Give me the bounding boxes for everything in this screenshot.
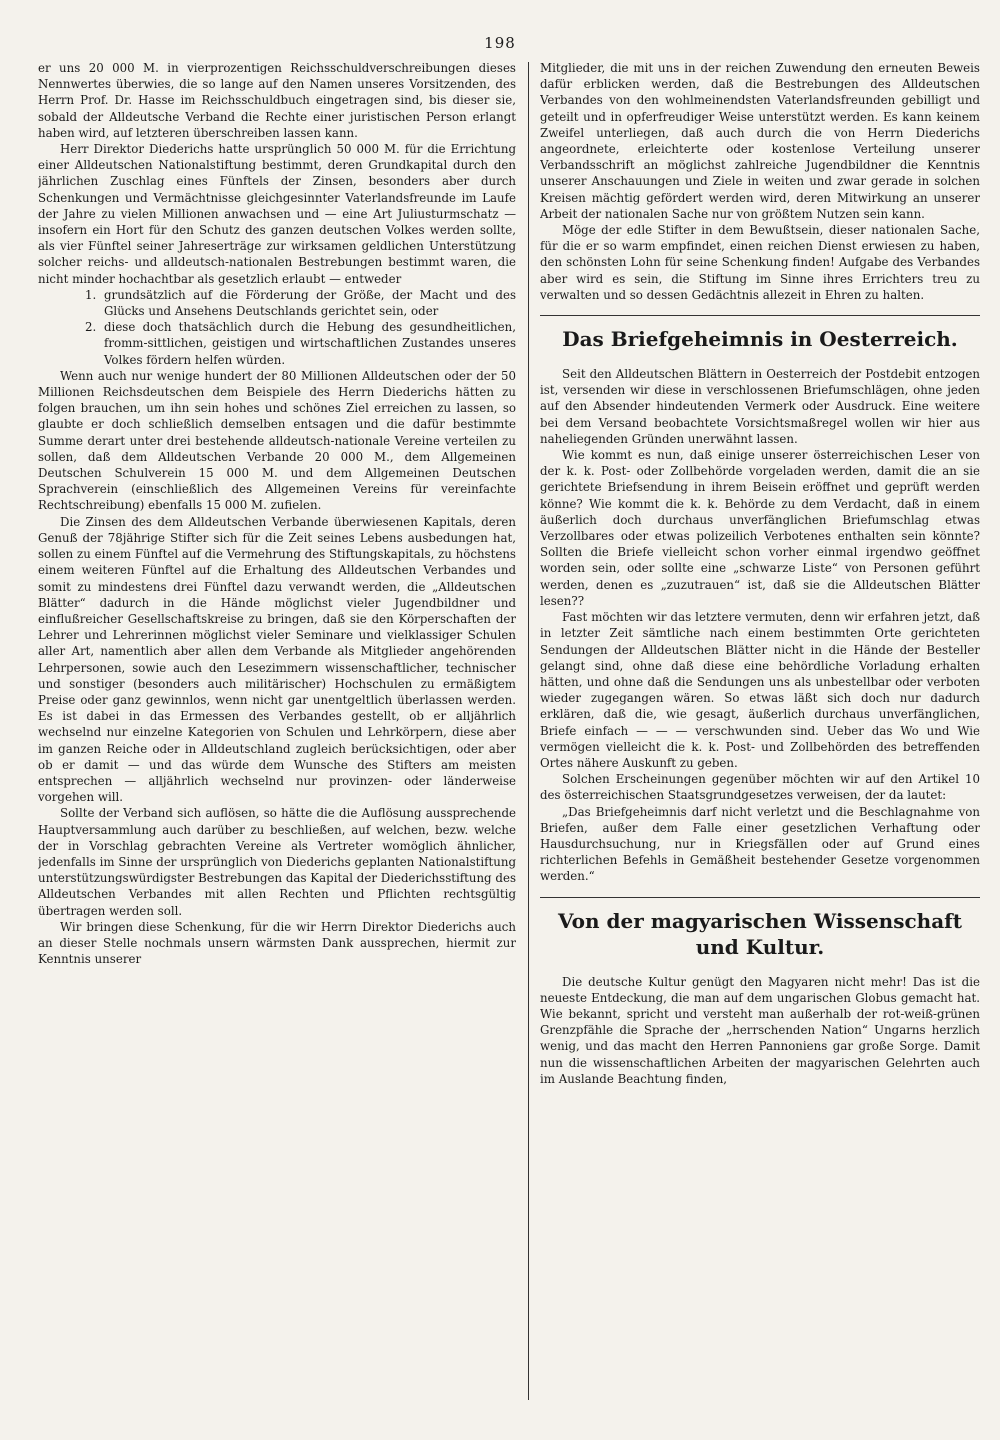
paragraph: Fast möchten wir das letztere vermuten, denn wir erfahren jetzt, daß in letzter Zeit sämtliche nach einem bestimmten Orte gerichteten Sendungen der Alldeutschen Blätter nicht in die Hände der Besteller gelangt sind, ohne daß diese eine behördliche Vorladung erhalten hätten, und ohne daß die Sendungen uns als unbestellbar oder verboten wieder zugegangen wären. So etwas läßt sich doch nur dadurch erklären, daß die, wie gesagt, äußerlich durchaus unverfänglichen, Briefe einfach — — — verschwunden sind. Ueber das Wo und Wie vermögen vielleicht die k. k. Post- und Zollbehörden des betreffenden Ortes nähere Auskunft zu geben.	[540, 610, 980, 770]
paragraph: Mitglieder, die mit uns in der reichen Zuwendung den erneuten Beweis dafür erblicken werden, daß die Bestrebungen des Alldeutschen Verbandes von den wohlmeinendsten Vaterlandsfreunden gebilligt und geteilt und in opferfreudiger Weise unterstützt werden. Es kann keinem Zweifel unterliegen, daß auch durch die von Herrn Diederichs angeordnete, erleichterte oder kostenlose Verteilung unserer Verbandsschrift an möglichst zahlreiche Jugendbildner die Kenntnis unserer Anschauungen und Ziele in weiten und zwar gerade in solchen Kreisen mächtig gefördert werden wird, deren Mitwirkung an unserer Arbeit der nationalen Sache nur von größtem Nutzen sein kann.	[540, 61, 980, 221]
paragraph: Solchen Erscheinungen gegenüber möchten wir auf den Artikel 10 des österreichischen Staatsgrundgesetzes verweisen, der da lautet:	[540, 772, 980, 803]
paragraph: Sollte der Verband sich auflösen, so hätte die die Auflösung aussprechende Hauptversammlung auch darüber zu beschließen, auf welchen, bezw. welche der in Vorschlag gebrachten Vereine als Vertreter womöglich ähnlicher, jedenfalls im Sinne der ursprünglich von Diederichs geplanten Nationalstiftung unterstützungswürdigster Bestrebungen das Kapital der Diederichsstiftung des Alldeutschen Verbandes mit allen Rechten und Pflichten rechtsgültig übertragen werden soll.	[38, 806, 516, 918]
condition-list	[38, 287, 516, 368]
paragraph: Die deutsche Kultur genügt den Magyaren nicht mehr! Das ist die neueste Entdeckung, die man auf dem ungarischen Globus gemacht hat. Wie bekannt, spricht und versteht man außerhalb der rot-weiß-grünen Grenzpfähle die Sprache der „herrschenden Nation“ Ungarns herzlich wenig, und das macht den Herren Pannoniens gar große Sorge. Damit nun die wissenschaftlichen Arbeiten der magyarischen Gelehrten auch im Auslande Beachtung finden,	[540, 974, 980, 1086]
paragraph: Herr Direktor Diederichs hatte ursprünglich 50 000 M. für die Errichtung einer Alldeutschen Nationalstiftung bestimmt, deren Grundkapital durch den jährlichen Zuschlag eines Fünftels der Zinsen, besonders aber durch Schenkungen und Vermächtnisse gleichgesinnter Vaterlandsfreunde im Laufe der Jahre zu vielen Millionen anwachsen und — eine Art Juliusturmschatz — insofern ein Hort für den Schutz des ganzen deutschen Volkes werden sollte, als vier Fünftel seiner Jahreserträge zur wirksamen geldlichen Unterstützung solcher reichs- und alldeutsch-nationalen Bestrebungen bestimmt waren, die nicht minder hochachtbar als gesetzlich erlaubt — entweder	[38, 142, 516, 286]
right-column	[540, 60, 980, 1400]
paragraph: Wir bringen diese Schenkung, für die wir Herrn Direktor Diederichs auch an dieser Stelle nochmals unsern wärmsten Dank aussprechen, hiermit zur Kenntnis unserer	[38, 919, 516, 967]
quotation: „Das Briefgeheimnis darf nicht verletzt und die Beschlagnahme von Briefen, außer dem Falle einer gesetzlichen Verhaftung oder Hausdurchsuchung, nur in Kriegsfällen oder auf Grund eines richterlichen Befehls in Gemäßheit bestehender Gesetze vorgenommen werden.“	[540, 804, 980, 884]
paragraph: Wenn auch nur wenige hundert der 80 Millionen Alldeutschen oder der 50 Millionen Reichsdeutschen dem Beispiele des Herrn Diederichs hätten zu folgen brauchen, um ihn sein hohes und schönes Ziel erreichen zu lassen, so glaubte er doch schließlich demselben entsagen und die dafür bestimmte Summe derart unter drei bestehende alldeutsch-nationale Vereine verteilen zu sollen, daß dem Alldeutschen Verbande 20 000 M., dem Allgemeinen Deutschen Schulverein 15 000 M. und dem Allgemeinen Deutschen Sprachverein (einschließlich des Allgemeinen Vereins für vereinfachte Rechtschreibung) ebenfalls 15 000 M. zufielen.	[38, 368, 516, 513]
article-heading: Von der magyarischen Wissenschaft und Kultur.	[557, 908, 963, 959]
article-heading: Das Briefgeheimnis in Oesterreich.	[562, 327, 958, 352]
paragraph: er uns 20 000 M. in vierprozentigen Reichsschuldverschreibungen dieses Nennwertes überwies, die so lange auf den Namen unseres Vorsitzenden, des Herrn Prof. Dr. Hasse im Reichsschuldbuch eingetragen sind, bis dieser sie, sobald der Alldeutsche Verband die Rechte einer juristischen Person erlangt haben wird, auf letzteren überschreiben lassen kann.	[38, 61, 516, 140]
paragraph: Seit den Alldeutschen Blättern in Oesterreich der Postdebit entzogen ist, versenden wir diese in verschlossenen Briefumschlägen, ohne jeden auf den Absender hindeutenden Vermerk oder Ausdruck. Eine weitere bei dem Versand beobachtete Vorsichtsmaßregel wollen wir hier aus naheliegenden Gründen unerwähnt lassen.	[540, 367, 980, 446]
paragraph: Möge der edle Stifter in dem Bewußtsein, dieser nationalen Sache, für die er so warm empfindet, einen reichen Dienst erwiesen zu haben, den schönsten Lohn für seine Schenkung finden! Aufgabe des Verbandes aber wird es sein, die Stiftung im Sinne ihres Errichters treu zu verwalten und so dessen Gedächtnis allezeit in Ehren zu halten.	[540, 223, 980, 302]
column-rule	[528, 62, 529, 1400]
left-column	[38, 60, 516, 1400]
paragraph: Wie kommt es nun, daß einige unserer österreichischen Leser von der k. k. Post- oder Zollbehörde vorgeladen werden, damit die an sie gerichtete Briefsendung in ihrem Beisein eröffnet und geprüft werden könne? Wie kommt die k. k. Behörde zu dem Verdacht, daß in einem äußerlich doch durchaus unverfänglichen Briefumschlag etwas Verzollbares oder etwas polizeilich Verbotenes enthalten sein könnte? Sollten die Briefe vielleicht schon vorher einmal irgendwo geöffnet worden sein, oder sollte eine „schwarze Liste“ von Personen geführt werden, denen es „zuzutrauen“ ist, daß sie die Alldeutschen Blätter lesen??	[540, 448, 980, 608]
section-divider	[540, 897, 980, 898]
list-item: 1. grundsätzlich auf die Förderung der Größe, der Macht und des Glücks und Ansehens Deutschlands gerichtet sein, oder	[100, 287, 516, 319]
section-divider	[540, 315, 980, 316]
page-number: 198	[484, 34, 516, 52]
paragraph: Die Zinsen des dem Alldeutschen Verbande überwiesenen Kapitals, deren Genuß der 78jährige Stifter sich für die Zeit seines Lebens ausbedungen hat, sollen zu einem Fünftel auf die Vermehrung des Stiftungskapitals, zu höchstens einem weiteren Fünftel auf die Erhaltung des Alldeutschen Verbandes und somit zu mindestens drei Fünftel dazu verwandt werden, die „Alldeutschen Blätter“ dadurch in die Hände möglichst vieler Jugendbildner und einflußreicher Gesellschaftskreise zu bringen, daß sie den Körperschaften der Lehrer und Lehrerinnen möglichst vieler Seminare und vielklassiger Schulen aller Art, namentlich aber allen dem Verbande als Mitglieder angehörenden Lehrpersonen, sowie auch den Lesezimmern wissenschaftlicher, technischer und sonstiger (besonders auch militärischer) Hochschulen zu ermäßigtem Preise oder ganz gewinnlos, wenn nicht gar unentgeltlich überlassen werden. Es ist dabei in das Ermessen des Verbandes gestellt, ob er alljährlich wechselnd nur einzelne Kategorien von Schulen und Lehrkörpern, diese aber im ganzen Reiche oder in Alldeutschland zugleich berücksichtigen, oder aber ob er damit — und das würde dem Wunsche des Stifters am meisten entsprechen — alljährlich wechselnd nur provinzen- oder länderweise vorgehen will.	[38, 514, 516, 805]
list-item: 2. diese doch thatsächlich durch die Hebung des gesundheitlichen, fromm-sittlichen, geistigen und wirtschaftlichen Zustandes unseres Volkes fördern helfen würden.	[100, 319, 516, 368]
